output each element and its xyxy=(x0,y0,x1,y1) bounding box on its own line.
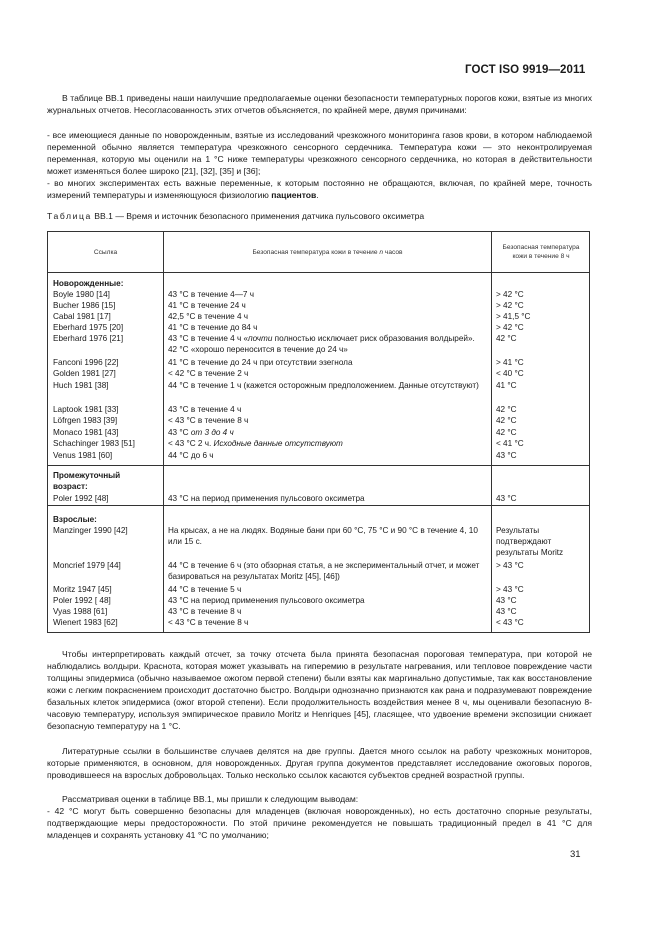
table-row-ref: Schachinger 1983 [51] xyxy=(53,439,135,448)
table-row-ref: Poler 1992 [48] xyxy=(53,494,109,503)
column-divider xyxy=(163,232,164,632)
table-row-temp: 44 °С в течение 1 ч (кажется осторожным предположением. Данные отсутствуют) xyxy=(168,381,479,390)
table-caption-label: Таблица xyxy=(47,211,92,221)
table-row-safe8: > 43 °С xyxy=(496,561,524,570)
data-table xyxy=(47,231,590,633)
table-row-safe8: 41 °С xyxy=(496,381,517,390)
table-row-safe8: > 42 °С xyxy=(496,323,524,332)
table-row-safe8: 43 °С xyxy=(496,607,517,616)
column-divider xyxy=(491,232,492,632)
table-row-safe8: < 43 °С xyxy=(496,618,524,627)
document-header: ГОСТ ISO 9919—2011 xyxy=(465,64,586,76)
table-row-safe8: > 42 °С xyxy=(496,301,524,310)
table-row-temp: На крысах, а не на людях. Водяные бани при 60 °С, 75 °С и 90 °С в течение 4, 10 или 15 с. xyxy=(168,526,478,546)
table-row-ref: Vyas 1988 [61] xyxy=(53,607,108,616)
table-row-safe8: > 42 °С xyxy=(496,290,524,299)
table-row-temp: 43 °С в течение 4 ч «почти полностью исключает риск образования волдырей». 42 °С «хорошо переносится в течение до 24 ч» xyxy=(168,334,475,354)
table-row-ref: Venus 1981 [60] xyxy=(53,451,113,460)
table-caption xyxy=(47,211,424,221)
table-row-temp: 43 °С от 3 до 4 ч xyxy=(168,428,234,437)
table-row-temp: 41 °С в течение 24 ч xyxy=(168,301,246,310)
group-title-newborns: Новорожденные: xyxy=(53,279,124,288)
table-row-temp: < 43 °С в течение 8 ч xyxy=(168,416,249,425)
table-row-temp: 43 °С в течение 4 ч xyxy=(168,405,242,414)
intro-paragraph: В таблице ВВ.1 приведены наши наилучшие предполагаемые оценки безопасности температурных порогов кожи, взятые из многих журнальных отчетов. Несогласованность этих отчетов объясняется, по крайней мере, двумя причинами: xyxy=(47,93,592,115)
table-row-ref: Monaco 1981 [43] xyxy=(53,428,119,437)
body-paragraph-conclusions: Рассматривая оценки в таблице ВВ.1, мы пришли к следующим выводам: xyxy=(62,794,359,804)
table-row-ref: Löfrgen 1983 [39] xyxy=(53,416,118,425)
header-divider xyxy=(48,272,589,273)
group-title-intermediate-age: Промежуточный возраст: xyxy=(53,471,121,491)
table-row-safe8: 43 °С xyxy=(496,596,517,605)
table-row-ref: Golden 1981 [27] xyxy=(53,369,116,378)
group-divider xyxy=(48,505,589,506)
table-row-safe8: 42 °С xyxy=(496,405,517,414)
table-caption-text: ВВ.1 — Время и источник безопасного применения датчика пульсового оксиметра xyxy=(94,211,425,221)
table-row-ref: Moncrief 1979 [44] xyxy=(53,561,121,570)
table-row-temp: 42,5 °С в течение 4 ч xyxy=(168,312,249,321)
column-header-reference: Ссылка xyxy=(93,248,118,256)
table-row-safe8: < 41 °С xyxy=(496,439,524,448)
table-row-safe8: < 40 °С xyxy=(496,369,524,378)
body-paragraph-interpretation: Чтобы интерпретировать каждый отсчет, за точку отсчета была принята безопасная пороговая температура, при которой не наблюдались волдыри. Краснота, которая может указывать на гиперемию в результате нагревания, или тепловое повреждение части толщины эпидермиса (обычно называемое ожогом первой степени) были взяты как маргинально допустимые, так как восстановление кожи с легким покраснением происходит достаточно быстро. Волдыри однозначно признаются как рана и подразумевают повреждение базальных клеток эпидермиса (ожог второй степени). Если продолжительность воздействия менее 8 ч, мы оценивали безопасную 8-часовую температуру, используя эмпирическое правило Moritz и Henriques [45], гласящее, что удвоение времени экспозиции снижает безопасную температуру на 1 °С. xyxy=(47,649,592,731)
table-row-ref: Boyle 1980 [14] xyxy=(53,290,110,299)
table-row-safe8: Результаты подтверждают результаты Moritz xyxy=(496,526,564,557)
table-row-safe8: > 43 °С xyxy=(496,585,524,594)
group-title-adults: Взрослые: xyxy=(53,515,97,524)
table-row-ref: Bucher 1986 [15] xyxy=(53,301,116,310)
table-row-temp: < 43 °С в течение 8 ч xyxy=(168,618,249,627)
table-row-safe8: 42 °С xyxy=(496,416,517,425)
table-row-safe8: 43 °С xyxy=(496,451,517,460)
column-header-safe-temperature: Безопасная температура кожи в течение n часов xyxy=(252,248,403,256)
table-row-ref: Fanconi 1996 [22] xyxy=(53,358,119,367)
table-row-safe8: > 41 °С xyxy=(496,358,524,367)
table-row-ref: Eberhard 1975 [20] xyxy=(53,323,124,332)
table-row-temp: 43 °С на период применения пульсового оксиметра xyxy=(168,494,365,503)
table-row-temp: 43 °С в течение 4—7 ч xyxy=(168,290,254,299)
table-row-temp: 44 °С до 6 ч xyxy=(168,451,214,460)
table-row-temp: 43 °С в течение 8 ч xyxy=(168,607,242,616)
page-number: 31 xyxy=(570,849,581,860)
table-row-safe8: 42 °С xyxy=(496,428,517,437)
column-header-safe-8h: Безопасная температура кожи в течение 8 ч xyxy=(502,244,580,260)
table-row-ref: Eberhard 1976 [21] xyxy=(53,334,124,343)
table-row-temp: 41 °С в течение до 24 ч при отсутствии эзегнола xyxy=(168,358,353,367)
conclusion-bullet-1: - 42 °С могут быть совершенно безопасны для младенцев (включая новорожденных), но есть достаточно спорные результаты, подтверждающие меры предосторожности. По этой причине рекомендуется не повышать традиционный предел в 41 °С для младенцев и сохранять установку 41 °С по умолчанию; xyxy=(47,806,592,840)
table-row-temp: < 42 °С в течение 2 ч xyxy=(168,369,249,378)
table-row-ref: Wienert 1983 [62] xyxy=(53,618,118,627)
table-row-ref: Laptook 1981 [33] xyxy=(53,405,119,414)
body-paragraph-references: Литературные ссылки в большинстве случаев делятся на две группы. Дается много ссылок на работу чрезкожных мониторов, которые применяются, в основном, для новорожденных. Другая группа документов представляет исследование ожоговых порогов, проводившееся на взрослых добровольцах. Только несколько ссылок касаются субъектов средней возрастной группы. xyxy=(47,746,592,780)
table-row-ref: Moritz 1947 [45] xyxy=(53,585,112,594)
group-divider xyxy=(48,465,589,466)
table-row-safe8: 42 °С xyxy=(496,334,517,343)
table-row-temp: 43 °С на период применения пульсового оксиметра xyxy=(168,596,365,605)
table-row-ref: Poler 1992 [ 48] xyxy=(53,596,111,605)
patients-emphasis: пациентов xyxy=(271,190,317,200)
table-row-ref: Huch 1981 [38] xyxy=(53,381,109,390)
table-row-ref: Cabal 1981 [17] xyxy=(53,312,111,321)
table-row-ref: Manzinger 1990 [42] xyxy=(53,526,128,535)
table-row-safe8: > 41,5 °С xyxy=(496,312,531,321)
table-row-temp: 41 °С в течение до 84 ч xyxy=(168,323,258,332)
table-row-temp: 44 °С в течение 6 ч (это обзорная статья, а не экспериментальный отчет, и может базироваться на результатах Moritz [45], [46]) xyxy=(168,561,480,581)
table-row-temp: < 43 °С 2 ч. Исходные данные отсутствуют xyxy=(168,439,343,448)
intro-bullet-1: - все имеющиеся данные по новорожденным, взятые из исследований чрезкожного мониторинга газов крови, в котором наблюдаемой переменной обычно является температура чрезкожного сенсорного сердечника. Температура кожи — это неконтролируемая переменная, которую мы оценили на 1 °С ниже температуры чрезкожного сенсорного сердечника, но которая в действительности может изменяться более широко [21], [32], [35] и [36]; xyxy=(47,130,592,176)
table-row-temp: 44 °С в течение 5 ч xyxy=(168,585,242,594)
intro-bullet-2: - во многих экспериментах есть важные переменные, к которым постоянно не обращаются, включая, по крайней мере, точность измерений температуры и изменяющуюся физиологию пациентов. xyxy=(47,178,592,200)
table-row-safe8: 43 °С xyxy=(496,494,517,503)
